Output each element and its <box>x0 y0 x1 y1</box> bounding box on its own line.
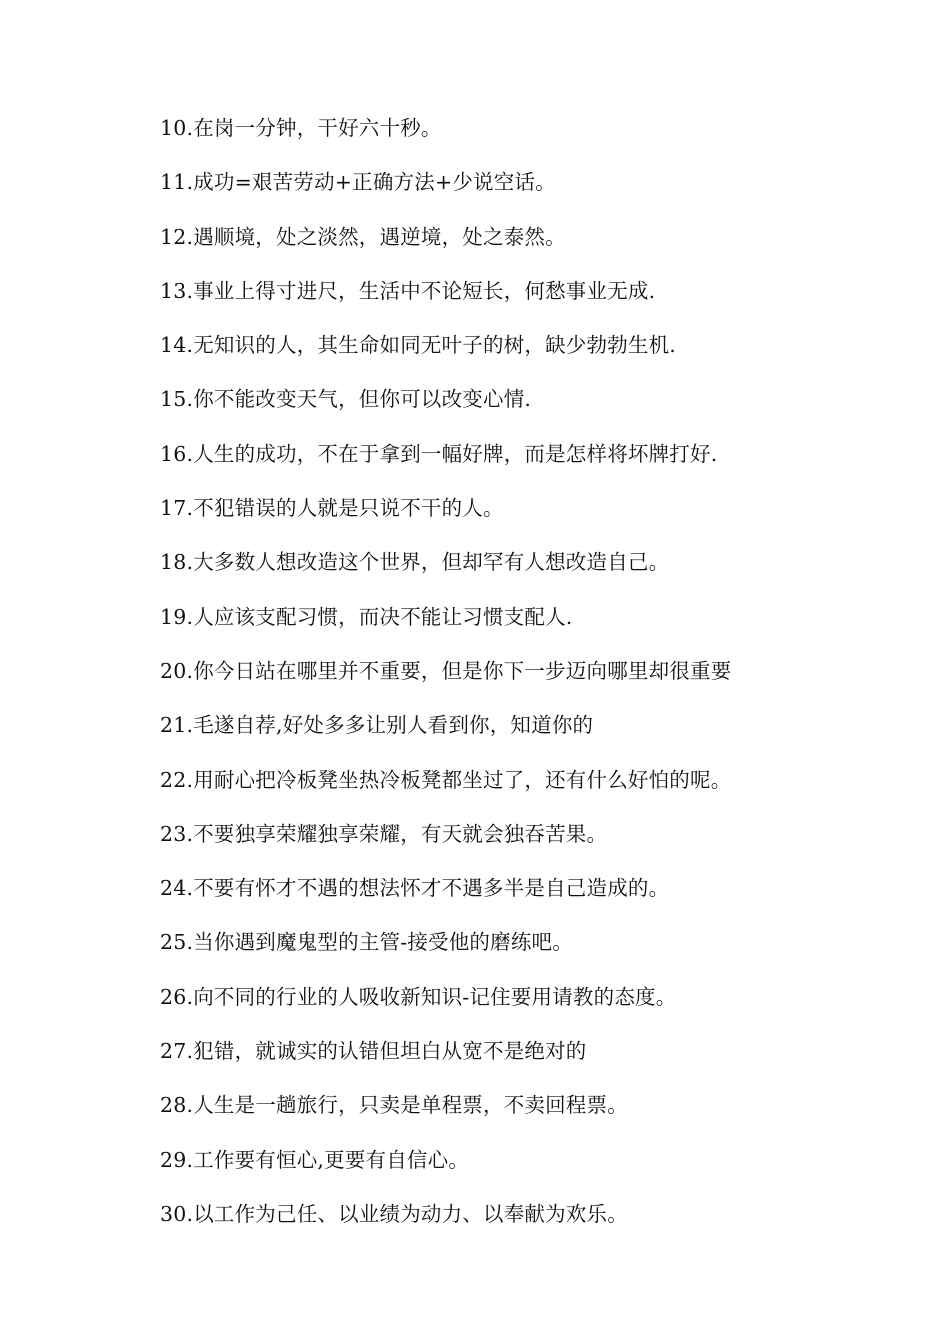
quote-line: 27.犯错，就诚实的认错但坦白从宽不是绝对的 <box>160 1039 587 1064</box>
quote-line: 17.不犯错误的人就是只说不干的人。 <box>160 496 504 521</box>
quote-line: 16.人生的成功，不在于拿到一幅好牌，而是怎样将坏牌打好. <box>160 441 718 466</box>
quote-line: 22.用耐心把冷板凳坐热冷板凳都坐过了，还有什么好怕的呢。 <box>160 767 732 792</box>
quote-line: 18.大多数人想改造这个世界，但却罕有人想改造自己。 <box>160 550 670 575</box>
quote-line: 28.人生是一趟旅行，只卖是单程票，不卖回程票。 <box>160 1093 628 1118</box>
quote-list <box>160 113 920 1253</box>
quote-line: 20.你今日站在哪里并不重要，但是你下一步迈向哪里却很重要 <box>160 658 732 683</box>
quote-line: 29.工作要有恒心,更要有自信心。 <box>160 1147 470 1172</box>
quote-line: 25.当你遇到魔鬼型的主管-接受他的磨练吧。 <box>160 930 573 955</box>
quote-line: 11.成功=艰苦劳动+正确方法+少说空话。 <box>160 170 556 195</box>
quote-line: 14.无知识的人，其生命如同无叶子的树，缺少勃勃生机. <box>160 333 677 358</box>
quote-line: 21.毛遂自荐,好处多多让别人看到你，知道你的 <box>160 713 594 738</box>
quote-line: 10.在岗一分钟，干好六十秒。 <box>160 116 442 140</box>
quote-line: 23.不要独享荣耀独享荣耀，有天就会独吞苦果。 <box>160 821 608 846</box>
quote-line: 24.不要有怀才不遇的想法怀才不遇多半是自己造成的。 <box>160 876 670 901</box>
quote-line: 15.你不能改变天气，但你可以改变心情. <box>160 387 532 412</box>
quote-line: 30.以工作为己任、以业绩为动力、以奉献为欢乐。 <box>160 1201 628 1226</box>
quote-line: 12.遇顺境，处之淡然，遇逆境，处之泰然。 <box>160 224 566 249</box>
quote-line: 26.向不同的行业的人吸收新知识-记住要用请教的态度。 <box>160 984 677 1009</box>
quote-line: 13.事业上得寸进尺，生活中不论短长，何愁事业无成. <box>160 278 656 303</box>
quote-line: 19.人应该支配习惯，而决不能让习惯支配人. <box>160 604 573 629</box>
